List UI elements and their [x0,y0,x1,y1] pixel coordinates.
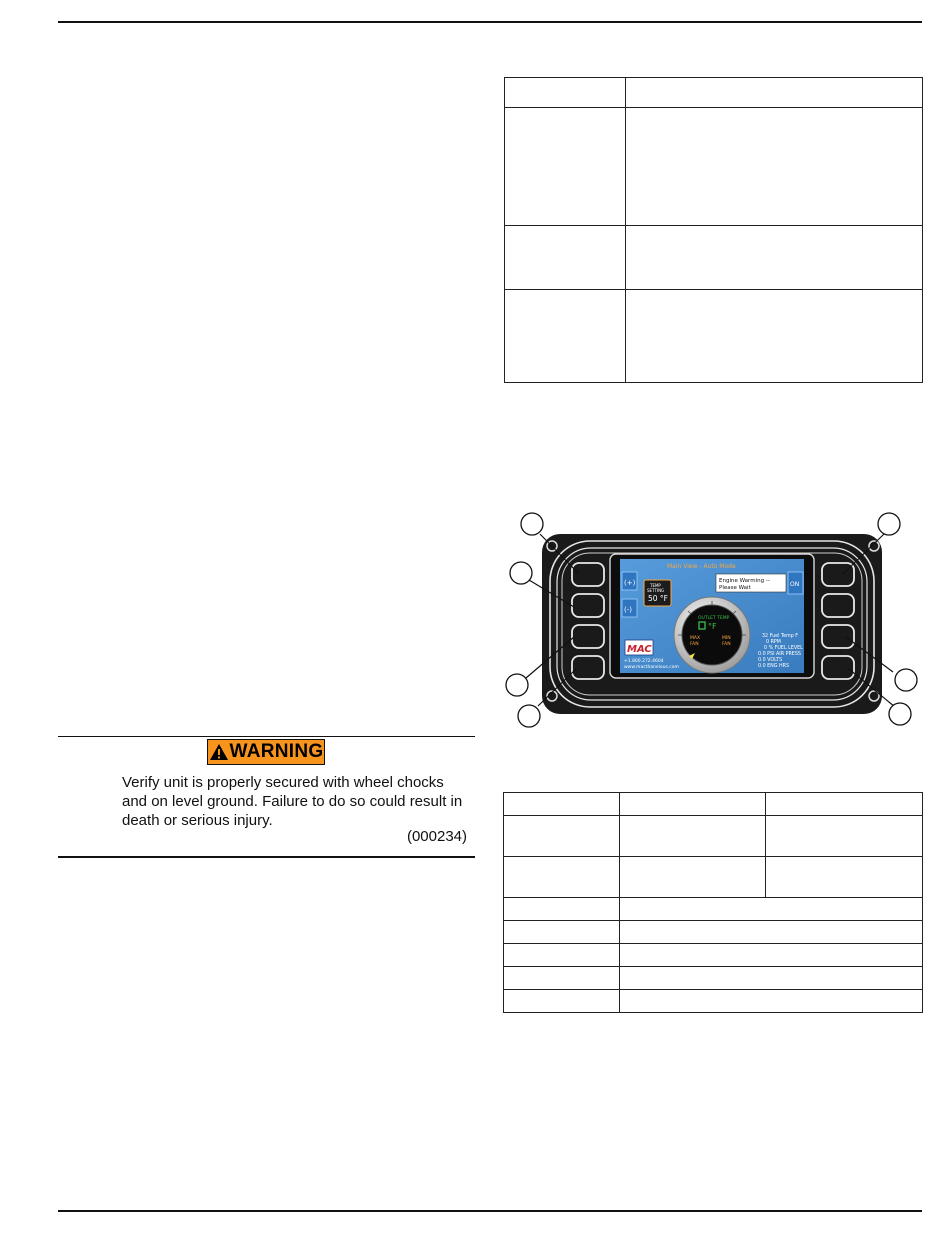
svg-text:OUTLET TEMP: OUTLET TEMP [698,616,730,621]
spec-table-top [504,77,923,383]
table-row [504,921,923,944]
svg-text:MAX: MAX [690,636,701,641]
header-rule [58,21,922,23]
reading-line: 32 Fuel Temp F [762,634,799,639]
svg-text:°F: °F [708,622,717,631]
warning-badge [207,739,325,765]
table-row [504,898,923,921]
warning-notice [58,736,475,858]
table-row [504,967,923,990]
reading-line: 0 RPM [766,640,781,645]
table-row [504,793,923,816]
reading-line: 0.0 ENG HRS [758,664,789,669]
svg-text:FAN: FAN [690,642,699,647]
reading-line: 0.0 PSI AIR PRESS [758,652,801,657]
svg-text:SETTING: SETTING [647,588,665,593]
svg-text:Please Wait: Please Wait [719,585,751,591]
svg-text:MIN: MIN [722,636,731,641]
table-row [505,290,923,383]
svg-text:(+): (+) [624,579,636,587]
footer-rule [58,1210,922,1212]
svg-text:www.macthaneious.com: www.macthaneious.com [624,665,679,670]
reading-line: 0 % FUEL LEVEL [764,646,803,651]
table-row [505,226,923,290]
svg-text:ON: ON [790,581,800,588]
control-panel-illustration [502,508,922,730]
svg-text:Engine Warming --: Engine Warming -- [719,578,770,584]
warning-triangle-icon [209,743,229,761]
table-row [505,78,923,108]
svg-text:50 °F: 50 °F [648,594,668,603]
svg-text:FAN: FAN [722,642,731,647]
warning-label: WARNING [229,741,324,762]
warning-text: Verify unit is properly secured with wheel chocks and on level ground. Failure to do so could result in death or serious injury. [122,774,463,829]
spec-table-bottom [503,792,923,1013]
warning-code: (000234) [406,828,467,845]
svg-text:(-): (-) [624,606,632,614]
screen-title: Main View - Auto Mode [667,563,736,570]
table-row [504,816,923,857]
table-row [504,944,923,967]
reading-line: 0.0 VOLTS [758,658,783,663]
table-row [505,108,923,226]
table-row [504,990,923,1013]
table-row [504,857,923,898]
svg-text:+1.800.272.4604: +1.800.272.4604 [624,659,664,664]
svg-text:TEMP: TEMP [650,583,661,588]
svg-text:MAC: MAC [627,644,652,655]
